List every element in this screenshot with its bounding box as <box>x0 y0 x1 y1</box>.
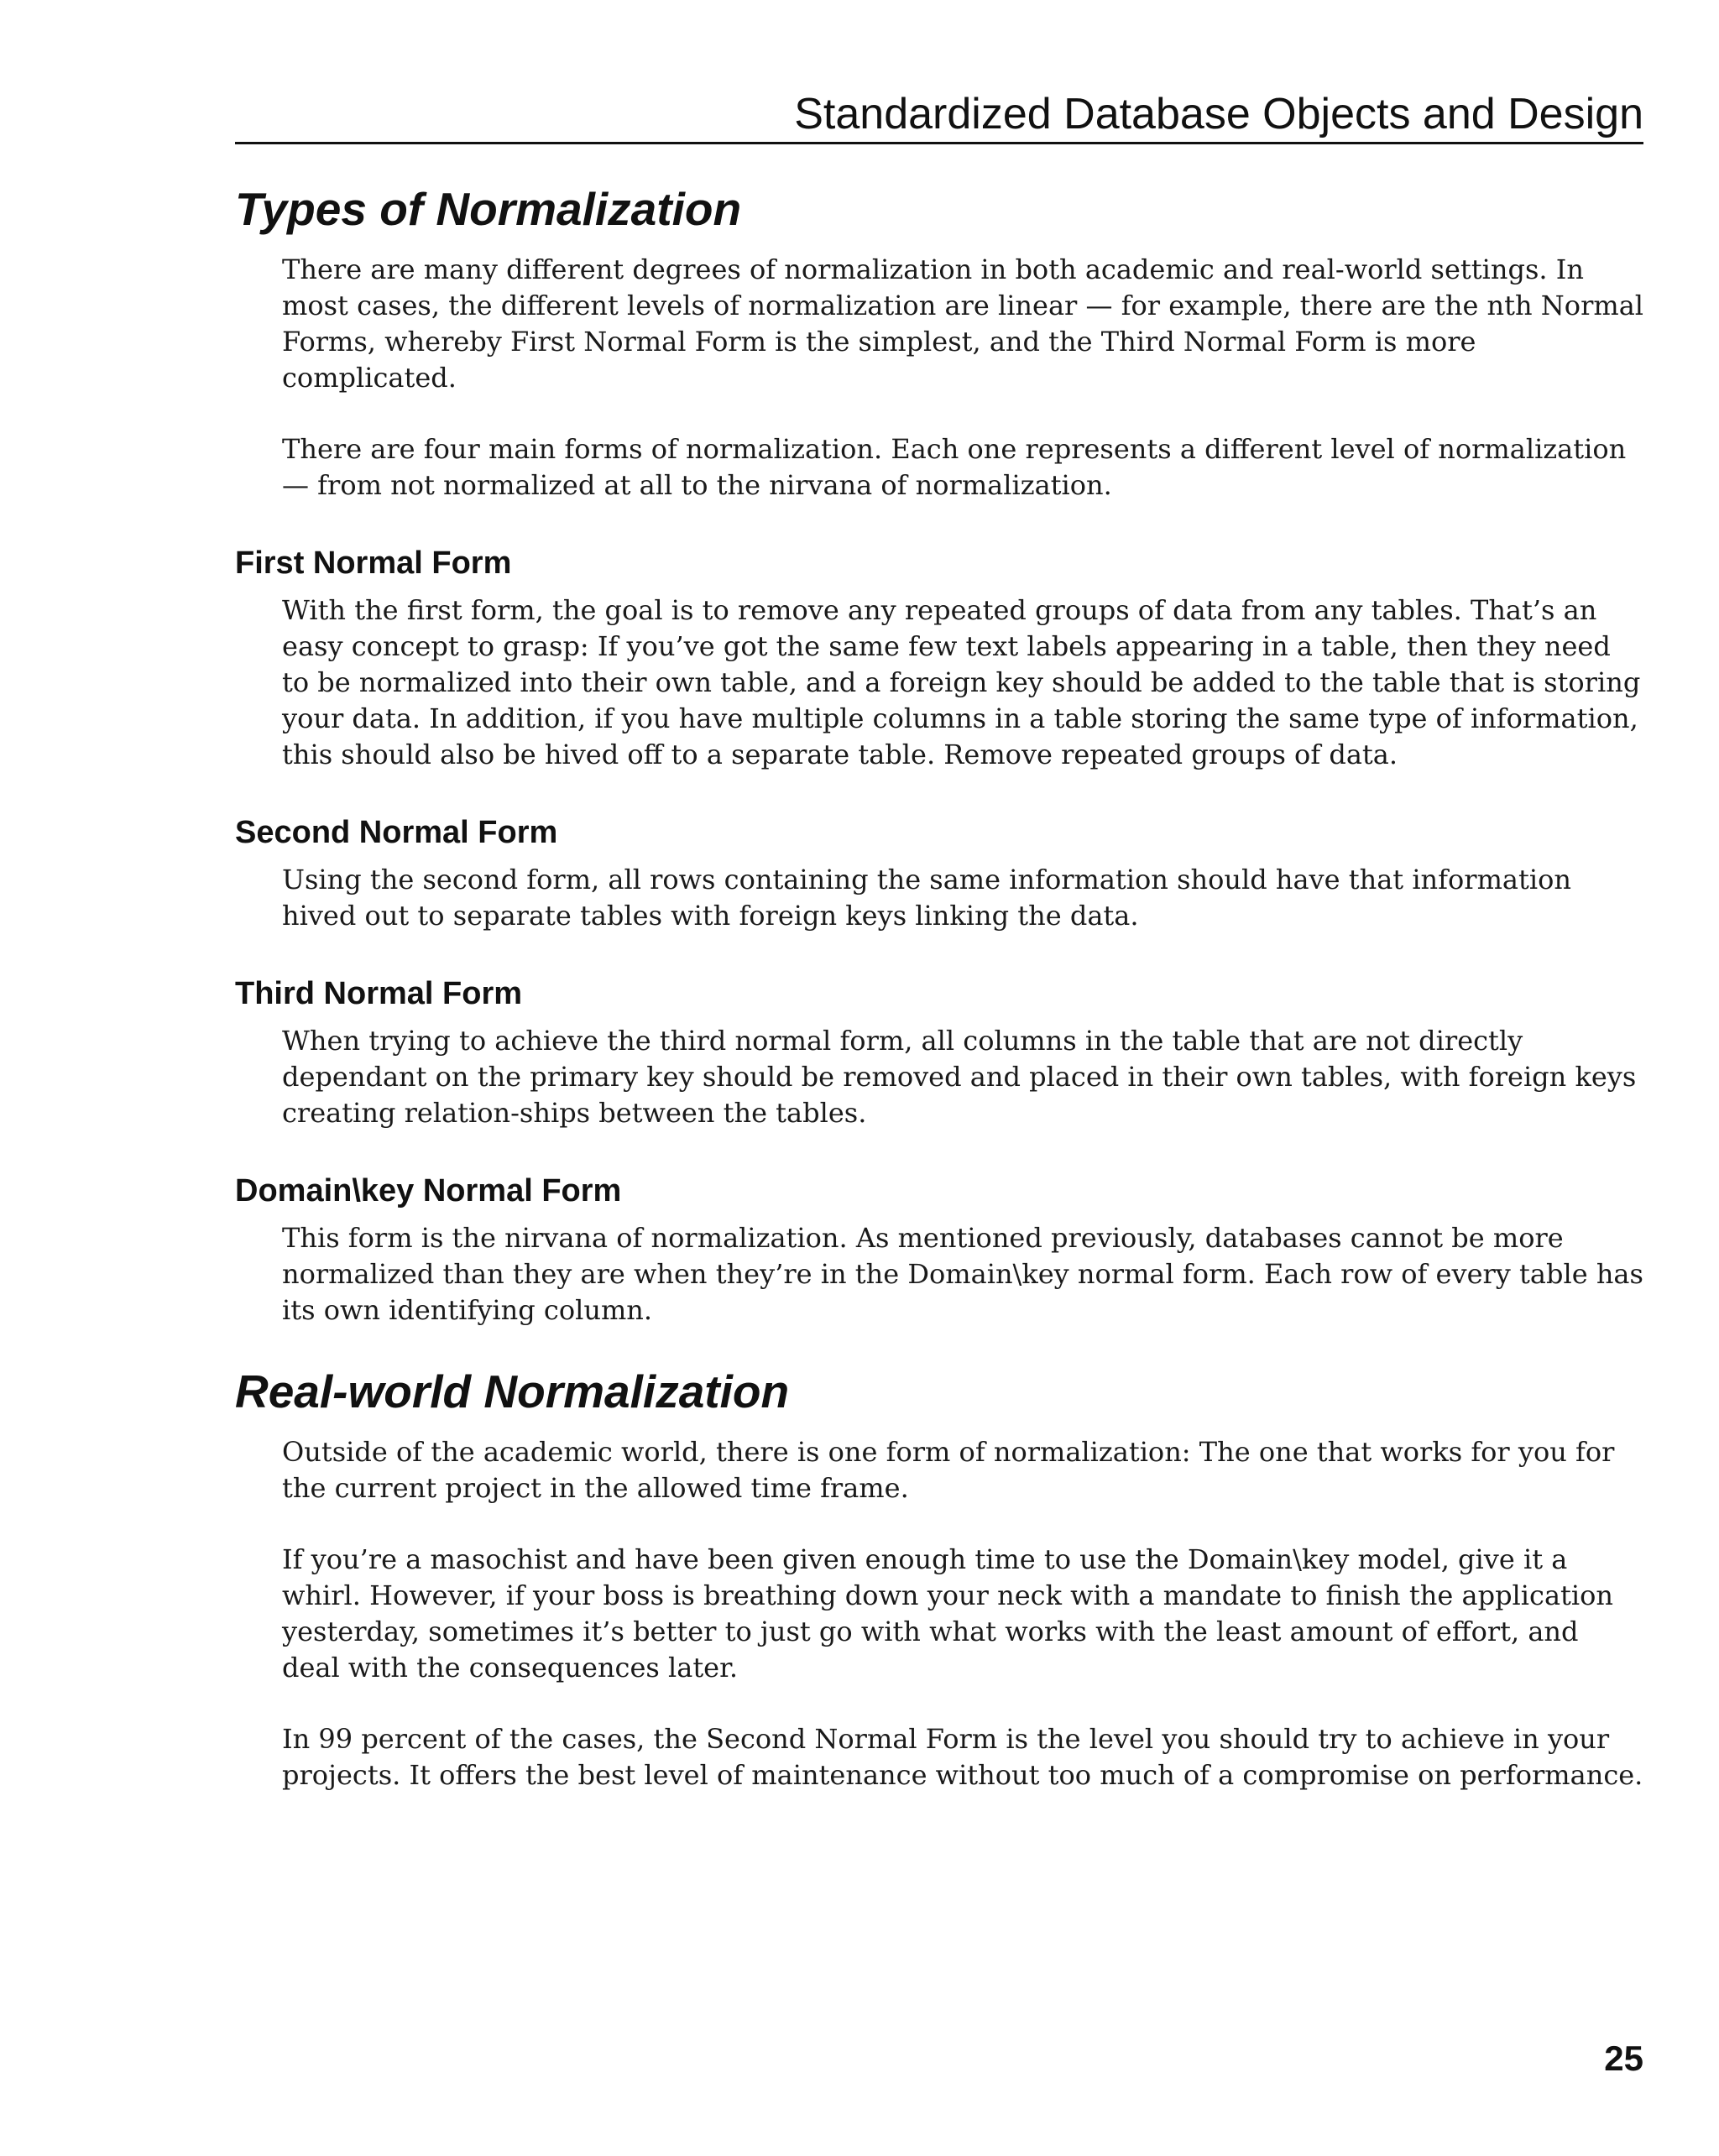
body-paragraph: If you’re a masochist and have been given enough time to use the Domain\key model, give it a whirl. However, if your boss is breathing down your neck with a mandate to finish the application yesterday, sometimes it’s better to just go with what works with the least amount of effort, and deal with the consequences later. <box>282 1543 1613 1684</box>
body-paragraph: With the first form, the goal is to remove any repeated groups of data from any tables. That’s an easy concept to grasp: If you’ve got the same few text labels appearing in a table, then they need to be normalized into their own table, and a foreign key should be added to the table that is storing your data. In addition, if you have multiple columns in a table storing the same type of information, this should also be hived off to a separate table. Remove repeated groups of data. <box>282 594 1641 770</box>
subheading-domain-key-normal-form: Domain\key Normal Form <box>235 1173 622 1209</box>
body-paragraph: When trying to achieve the third normal form, all columns in the table that are not directly dependant on the primary key should be removed and placed in their own tables, with foreign keys creating relation-ships between the tables. <box>282 1025 1637 1129</box>
body-paragraph: This form is the nirvana of normalization. As mentioned previously, databases cannot be more normalized than they are when they’re in the Domain\key normal form. Each row of every table has its own identifying column. <box>282 1222 1643 1326</box>
running-header-title: Standardized Database Objects and Design <box>794 90 1643 138</box>
subheading-first-normal-form: First Normal Form <box>235 546 512 581</box>
subheading-third-normal-form: Third Normal Form <box>235 976 523 1011</box>
section-heading-real-world-normalization: Real-world Normalization <box>235 1365 790 1417</box>
subheading-second-normal-form: Second Normal Form <box>235 815 558 850</box>
page-number: 25 <box>1604 2039 1643 2078</box>
body-paragraph: There are four main forms of normalization. Each one represents a different level of normalization — from not normalized at all to the nirvana of normalization. <box>282 433 1627 501</box>
body-paragraph: Using the second form, all rows containing the same information should have that information hived out to separate tables with foreign keys linking the data. <box>282 864 1571 932</box>
page-content <box>235 181 1643 1793</box>
body-paragraph: In 99 percent of the cases, the Second Normal Form is the level you should try to achieve in your projects. It offers the best level of maintenance without too much of a compromise on performance. <box>282 1723 1643 1791</box>
section-heading-types-of-normalization: Types of Normalization <box>235 183 742 235</box>
body-paragraph: There are many different degrees of normalization in both academic and real-world settings. In most cases, the different levels of normalization are linear — for example, there are the nth Normal Forms, whereby First Normal Form is the simplest, and the Third Normal Form is more complicated. <box>282 253 1644 394</box>
body-paragraph: Outside of the academic world, there is one form of normalization: The one that works for you for the current project in the allowed time frame. <box>282 1436 1615 1504</box>
running-header <box>235 86 1643 144</box>
